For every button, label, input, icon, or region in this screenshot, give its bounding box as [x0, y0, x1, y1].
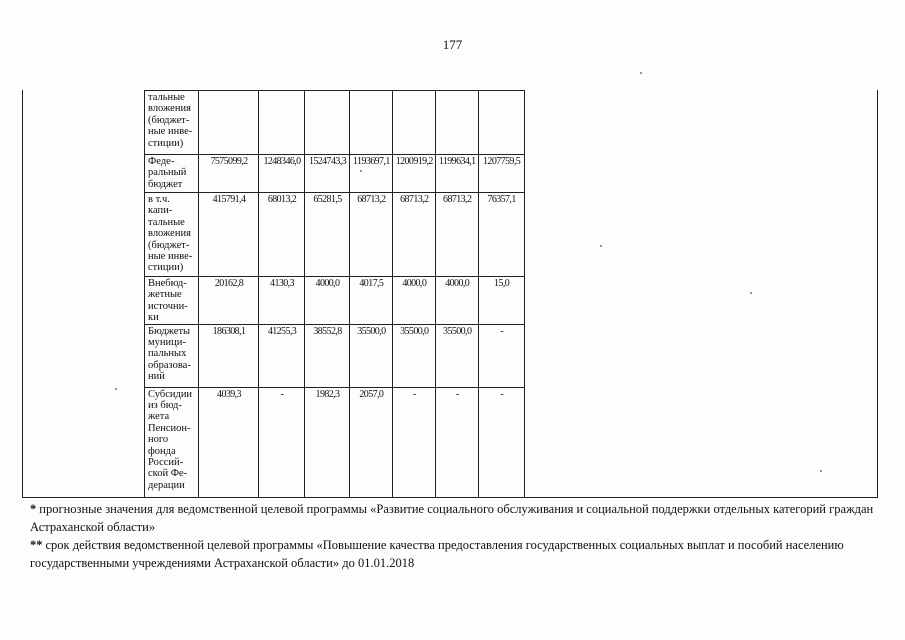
table-cell: 7575099,2 [199, 155, 259, 193]
table-cell: 1207759,5 [478, 155, 524, 193]
financing-table [144, 90, 525, 498]
table-cell: 4000,0 [305, 277, 350, 325]
table-cell: - [478, 324, 524, 387]
footnote-mark: ** [30, 538, 43, 552]
row-label: Внебюд- жетные источни- ки [145, 277, 199, 325]
scan-speck [820, 470, 822, 472]
table-cell: 35500,0 [350, 324, 393, 387]
scan-speck [750, 292, 752, 294]
table-cell [199, 91, 259, 155]
table-cell: 4039,3 [199, 387, 259, 497]
table-cell: 35500,0 [392, 324, 435, 387]
table-cell: 76357,1 [478, 193, 524, 277]
table-cell: 68013,2 [259, 193, 305, 277]
table-cell: 2057,0 [350, 387, 393, 497]
table-cell: 4000,0 [392, 277, 435, 325]
table-row [145, 155, 525, 193]
table-cell: - [435, 387, 478, 497]
table-cell: 4017,5 [350, 277, 393, 325]
table-cell [259, 91, 305, 155]
scan-speck [360, 170, 362, 172]
footnote-1 [30, 500, 878, 536]
row-label: тальные вложения (бюджет- ные инве- стиции) [145, 91, 199, 155]
table-cell: 20162,8 [199, 277, 259, 325]
table-cell [478, 91, 524, 155]
scan-speck [600, 245, 602, 247]
table-cell: 186308,1 [199, 324, 259, 387]
table-row [145, 387, 525, 497]
scan-speck [640, 72, 642, 74]
table-cell: 1524743,3 [305, 155, 350, 193]
table-cell: 15,0 [478, 277, 524, 325]
table-row [145, 324, 525, 387]
table-cell [435, 91, 478, 155]
table-cell: 1200919,2 [392, 155, 435, 193]
table-row [145, 193, 525, 277]
footnote-2 [30, 536, 878, 572]
table-cell: 41255,3 [259, 324, 305, 387]
table-cell: - [392, 387, 435, 497]
page-number: 177 [442, 37, 463, 52]
table-row [145, 277, 525, 325]
table-cell: - [478, 387, 524, 497]
table-cell: 68713,2 [350, 193, 393, 277]
table-cell: 1193697,1 [350, 155, 393, 193]
footnote-text: срок действия ведомственной целевой программы «Повышение качества предоставления государственных социальных выплат и пособий населению государственными учреждениями Астраханской области» до 01.01.2018 [30, 538, 844, 570]
row-label: Феде- ральный бюджет [145, 155, 199, 193]
table-cell: 4000,0 [435, 277, 478, 325]
table-left-border [22, 90, 23, 498]
row-label: в т.ч. капи- тальные вложения (бюджет- ные инве- стиции) [145, 193, 199, 277]
table-cell: 38552,8 [305, 324, 350, 387]
table-cell: - [259, 387, 305, 497]
row-label: Субсидии из бюд- жета Пенсион- ного фонда Россий- ской Фе- дерации [145, 387, 199, 497]
table-cell: 415791,4 [199, 193, 259, 277]
table-cell: 1982,3 [305, 387, 350, 497]
row-label: Бюджеты муници- пальных образова- ний [145, 324, 199, 387]
table-row [145, 91, 525, 155]
table-cell: 68713,2 [435, 193, 478, 277]
table-cell [350, 91, 393, 155]
table-right-border [877, 90, 878, 498]
table-cell [305, 91, 350, 155]
table-cell [392, 91, 435, 155]
footnote-mark: * [30, 502, 37, 516]
table-cell: 68713,2 [392, 193, 435, 277]
table-cell: 65281,5 [305, 193, 350, 277]
footnote-text: прогнозные значения для ведомственной целевой программы «Развитие социального обслуживания и социальной поддержки отдельных категорий граждан Астраханской области» [30, 502, 874, 534]
scan-speck [115, 388, 117, 390]
table-cell: 4130,3 [259, 277, 305, 325]
table-cell: 1199634,1 [435, 155, 478, 193]
table-cell: 1248346,0 [259, 155, 305, 193]
table-cell: 35500,0 [435, 324, 478, 387]
